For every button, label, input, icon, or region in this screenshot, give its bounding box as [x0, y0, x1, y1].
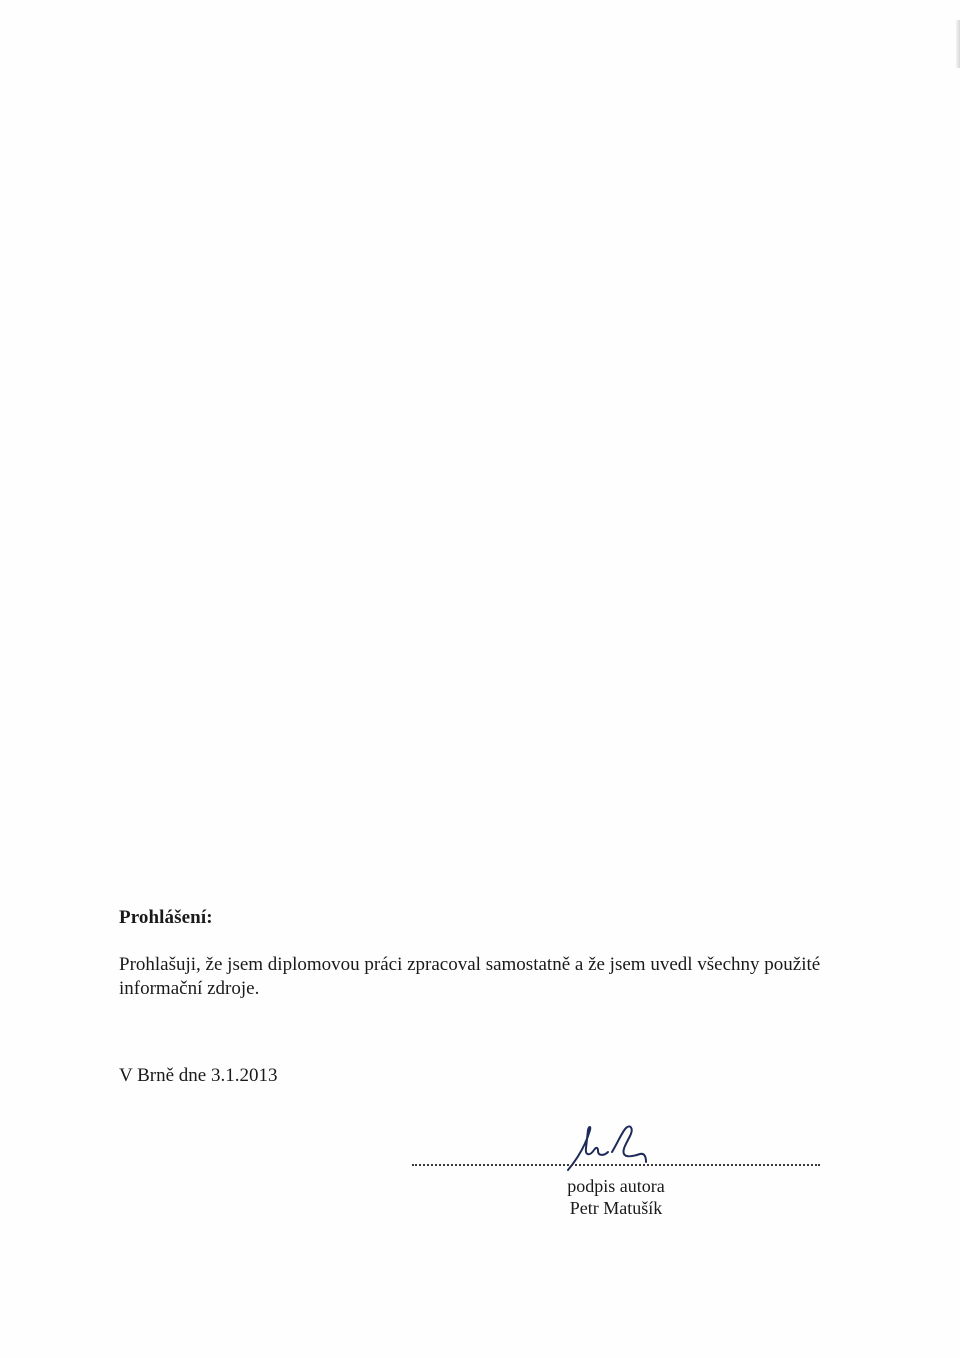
signature-block: [400, 1120, 840, 1230]
handwritten-signature: [560, 1120, 670, 1176]
scan-edge-mark: [956, 20, 960, 68]
place-and-date: V Brně dne 3.1.2013: [119, 1065, 278, 1086]
author-name: Petr Matušík: [569, 1198, 663, 1218]
signature-caption: podpis autora: [567, 1176, 665, 1196]
declaration-text: Prohlašuji, že jsem diplomovou práci zpracoval samostatně a že jsem uvedl všechny použité informační zdroje.: [119, 954, 821, 999]
declaration-heading: Prohlášení:: [119, 907, 213, 928]
signature-line: [412, 1164, 820, 1166]
